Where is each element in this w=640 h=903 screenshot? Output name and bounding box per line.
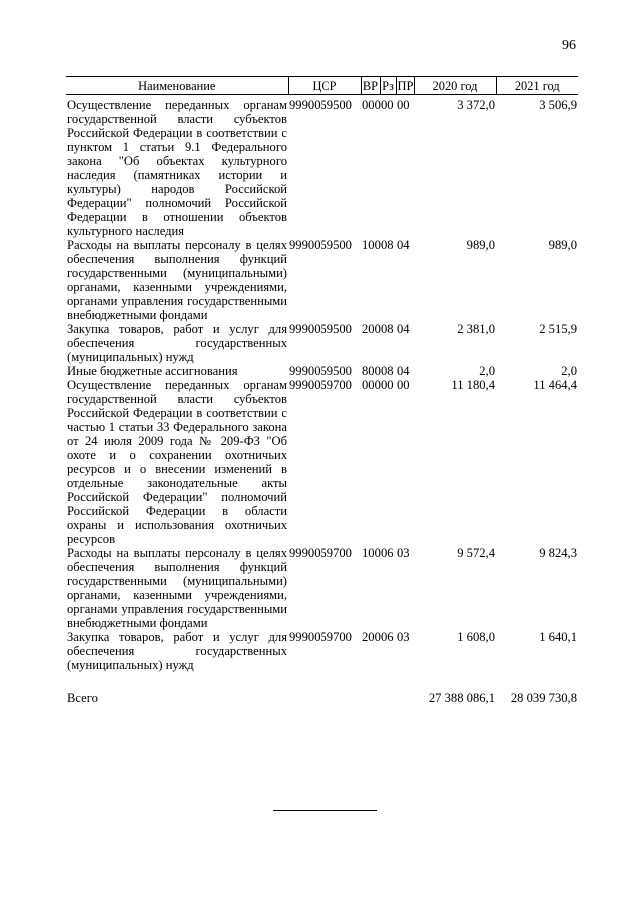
- row-vr: 200: [362, 322, 381, 336]
- table-row: [66, 238, 578, 322]
- total-2021: 28 039 730,8: [510, 691, 577, 705]
- row-2021: 2 515,9: [539, 322, 577, 336]
- row-2021: 3 506,9: [539, 98, 577, 112]
- row-name: Расходы на выплаты персоналу в целях обеспечения выполнения функций государственными (муниципальными) органами, казенными учреждениями, органами управления государственными внебюджетными фондами: [67, 238, 287, 322]
- header-pr: ПР: [396, 77, 414, 95]
- row-2021: 11 464,4: [533, 378, 577, 392]
- header-rz: Рз: [380, 77, 396, 95]
- header-vr: ВР: [361, 77, 380, 95]
- row-name: Закупка товаров, работ и услуг для обеспечения государственных (муниципальных) нужд: [67, 322, 287, 364]
- total-row: [66, 672, 578, 705]
- table-row: [66, 546, 578, 630]
- row-rz: 06: [381, 630, 394, 644]
- row-vr: 100: [362, 238, 381, 252]
- table-row: [66, 378, 578, 546]
- row-pr: 00: [397, 98, 410, 112]
- header-name: Наименование: [66, 77, 288, 95]
- total-label: Всего: [67, 691, 98, 705]
- table-header: [66, 77, 578, 95]
- row-pr: 04: [397, 322, 410, 336]
- row-csr: 9990059700: [289, 546, 352, 560]
- row-csr: 9990059500: [289, 322, 352, 336]
- header-csr: ЦСР: [288, 77, 361, 95]
- row-2020: 2 381,0: [457, 322, 495, 336]
- total-2020: 27 388 086,1: [428, 691, 495, 705]
- row-csr: 9990059700: [289, 630, 352, 644]
- row-pr: 04: [397, 238, 410, 252]
- row-name: Осуществление переданных органам государственной власти субъектов Российской Федерации в соответствии с пунктом 1 статьи 9.1 Федерального закона "Об объектах культурного наследия (памятниках истории и культуры) народов Российской Федерации" полномочий Российской Федерации в отношении объектов культурного наследия: [67, 98, 287, 238]
- row-name: Расходы на выплаты персоналу в целях обеспечения выполнения функций государственными (муниципальными) органами, казенными учреждениями, органами управления государственными внебюджетными фондами: [67, 546, 287, 630]
- row-2020: 2,0: [479, 364, 495, 378]
- row-pr: 03: [397, 630, 410, 644]
- row-2021: 989,0: [548, 238, 577, 252]
- row-pr: 03: [397, 546, 410, 560]
- row-rz: 06: [381, 546, 394, 560]
- table-row: [66, 630, 578, 672]
- row-pr: 00: [397, 378, 410, 392]
- row-name: Закупка товаров, работ и услуг для обеспечения государственных (муниципальных) нужд: [67, 630, 287, 672]
- row-rz: 00: [381, 98, 394, 112]
- row-vr: 100: [362, 546, 381, 560]
- row-csr: 9990059700: [289, 378, 352, 392]
- row-vr: 000: [362, 98, 381, 112]
- page-number: 96: [562, 38, 576, 53]
- row-rz: 08: [381, 322, 394, 336]
- row-2021: 2,0: [561, 364, 577, 378]
- header-year-2020: 2020 год: [414, 77, 496, 95]
- row-2020: 989,0: [466, 238, 495, 252]
- table-row: [66, 322, 578, 364]
- row-rz: 00: [381, 378, 394, 392]
- row-2020: 11 180,4: [451, 378, 495, 392]
- table-row: [66, 364, 578, 378]
- row-2020: 1 608,0: [457, 630, 495, 644]
- row-rz: 08: [381, 364, 394, 378]
- row-name: Осуществление переданных органам государственной власти субъектов Российской Федерации в соответствии с частью 1 статьи 33 Федерального закона от 24 июля 2009 года № 209-ФЗ "Об охоте и о сохранении охотничьих ресурсов и о внесении изменений в отдельные законодательные акты Российской Федерации" полномочий Российской Федерации в области охраны и использования охотничьих ресурсов: [67, 378, 287, 546]
- row-csr: 9990059500: [289, 98, 352, 112]
- row-vr: 000: [362, 378, 381, 392]
- row-2020: 9 572,4: [457, 546, 495, 560]
- row-vr: 200: [362, 630, 381, 644]
- budget-table: [66, 76, 578, 705]
- row-name: Иные бюджетные ассигнования: [67, 364, 238, 378]
- table-row: [66, 95, 578, 239]
- row-csr: 9990059500: [289, 364, 352, 378]
- header-year-2021: 2021 год: [496, 77, 578, 95]
- row-vr: 800: [362, 364, 381, 378]
- row-2021: 1 640,1: [539, 630, 577, 644]
- footer-divider: [273, 810, 377, 811]
- row-pr: 04: [397, 364, 410, 378]
- row-2020: 3 372,0: [457, 98, 495, 112]
- row-csr: 9990059500: [289, 238, 352, 252]
- row-2021: 9 824,3: [539, 546, 577, 560]
- row-rz: 08: [381, 238, 394, 252]
